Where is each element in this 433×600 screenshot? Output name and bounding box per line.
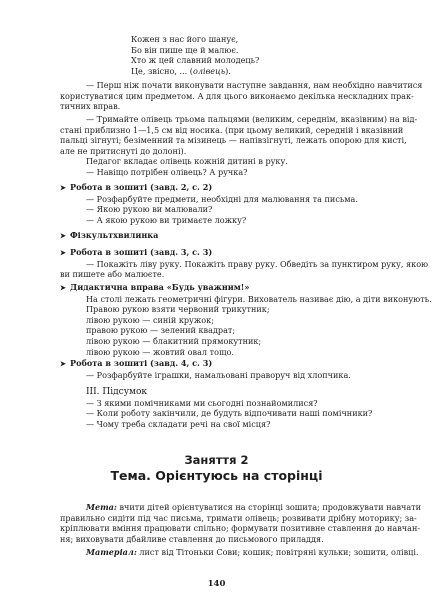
goal-label: Мета: bbox=[86, 502, 117, 512]
materials-text: лист від Тітоньки Сови; кошик; повітряні кульки; зошити, олівці. bbox=[139, 547, 419, 557]
text-line: стані приблизно 1—1,5 см від носика. (при цьому великий, середній і вказівний bbox=[60, 124, 404, 135]
text-line: лівою рукою — жовтий овал тощо. bbox=[86, 346, 234, 357]
summary-section bbox=[60, 387, 400, 429]
text-line: — Покажіть ліву руку. Покажіть праву руку. Обведіть за пунктиром руку, якою bbox=[86, 258, 429, 269]
task-section bbox=[60, 247, 429, 280]
text-line: — А якою рукою ви тримаєте ложку? bbox=[86, 214, 247, 225]
section-heading: ➤ Фізкультхвилинка bbox=[60, 230, 159, 240]
text-line: — Тримайте олівець трьома пальцями (великим, середнім, вказівним) на від- bbox=[86, 114, 418, 124]
text-line: тичних вправ. bbox=[60, 101, 121, 112]
poem-line: Кожен з нас його шанує, bbox=[131, 34, 239, 44]
goal-text: вчити дітей орієнтуватися на сторінці зошита; продовжувати навчати bbox=[119, 502, 422, 512]
text-line: — Розфарбуйте іграшки, намальовані праворуч від хлопчика. bbox=[86, 369, 351, 380]
text-line: — Перш ніж почати виконувати наступне завдання, нам необхідно навчитися bbox=[86, 80, 423, 90]
text-line: пальці зігнуті; безіменний та мізинець — напівзігнуті, лежать опорою для кисті, bbox=[60, 135, 407, 146]
text-line: ви пишете або малюєте. bbox=[60, 269, 165, 280]
arrow-bullet-icon: ➤ bbox=[60, 183, 66, 192]
poem-line: Бо він пише ще й малює. bbox=[131, 44, 239, 55]
arrow-bullet-icon: ➤ bbox=[60, 248, 66, 257]
text-line: На столі лежать геометричні фігури. Вихователь називає дію, а діти виконують. bbox=[86, 293, 432, 304]
arrow-bullet-icon: ➤ bbox=[60, 231, 66, 240]
section-heading: ➤ Робота в зошиті (завд. 3, с. 3) bbox=[60, 247, 213, 257]
text-line: користуватися цим предметом. А для цього виконаємо декілька нескладних прак- bbox=[60, 90, 414, 101]
lesson-title: Заняття 2 bbox=[184, 453, 249, 467]
text-line: кріплювати вміння працювати спільно; формувати позитивне ставлення до навчан- bbox=[60, 523, 421, 534]
materials-paragraph bbox=[60, 547, 419, 558]
text-line: — З якими помічниками ми сьогодні познайомилися? bbox=[86, 397, 318, 408]
text-line: — Чому треба складати речі на свої місця? bbox=[86, 418, 271, 429]
poem bbox=[131, 34, 371, 76]
game-section bbox=[60, 282, 432, 357]
lesson-topic: Тема. Орієнтуюсь на сторінці bbox=[110, 468, 323, 483]
task-section bbox=[60, 182, 400, 225]
text-line: Правою рукою взяти червоний трикутник; bbox=[86, 304, 270, 315]
goal-paragraph bbox=[60, 502, 422, 544]
hold-paragraph bbox=[60, 114, 418, 178]
task-section bbox=[60, 358, 400, 380]
text-line: ня; виховувати дбайливе ставлення до письмового приладдя. bbox=[60, 533, 324, 544]
text-line bbox=[60, 502, 422, 513]
text-line: правою рукою — зелений квадрат; bbox=[86, 325, 236, 336]
text-line: — Коли роботу закінчили, де будуть відпочивати наші помічники? bbox=[86, 408, 373, 419]
section-heading: ➤ Робота в зошиті (завд. 2, с. 2) bbox=[60, 182, 213, 192]
poem-line: Це, звісно, ... (олівець). bbox=[131, 65, 231, 76]
page-number: 140 bbox=[207, 579, 226, 589]
physical-break-section bbox=[60, 230, 400, 242]
arrow-bullet-icon: ➤ bbox=[60, 359, 66, 368]
arrow-bullet-icon: ➤ bbox=[60, 283, 66, 292]
intro-paragraph bbox=[60, 80, 423, 112]
text-line: лівою рукою — блакитний прямокутник; bbox=[86, 335, 262, 346]
text-line: Педагог вкладає олівець кожній дитині в руку. bbox=[86, 156, 288, 167]
text-line: правильно сидіти під час письма, тримати олівець; розвивати дрібну моторику; за- bbox=[60, 512, 417, 523]
materials-label: Матеріал: bbox=[86, 547, 137, 557]
text-line: але не притиснуті до долоні). bbox=[60, 145, 187, 156]
text-line: — Якою рукою ви малювали? bbox=[86, 204, 213, 215]
text-line: — Розфарбуйте предмети, необхідні для малювання та письма. bbox=[86, 193, 358, 204]
section-heading: ➤ Дидактична вправа «Будь уважним!» bbox=[60, 282, 250, 292]
section-heading: ➤ Робота в зошиті (завд. 4, с. 3) bbox=[60, 358, 213, 368]
text-line bbox=[60, 547, 419, 558]
poem-line: Хто ж цей славний молодець? bbox=[131, 55, 260, 66]
section-heading: III. Підсумок bbox=[86, 387, 148, 397]
text-line: лівою рукою — синій кружок; bbox=[86, 314, 214, 325]
text-line: — Навіщо потрібен олівець? А ручка? bbox=[86, 166, 248, 177]
